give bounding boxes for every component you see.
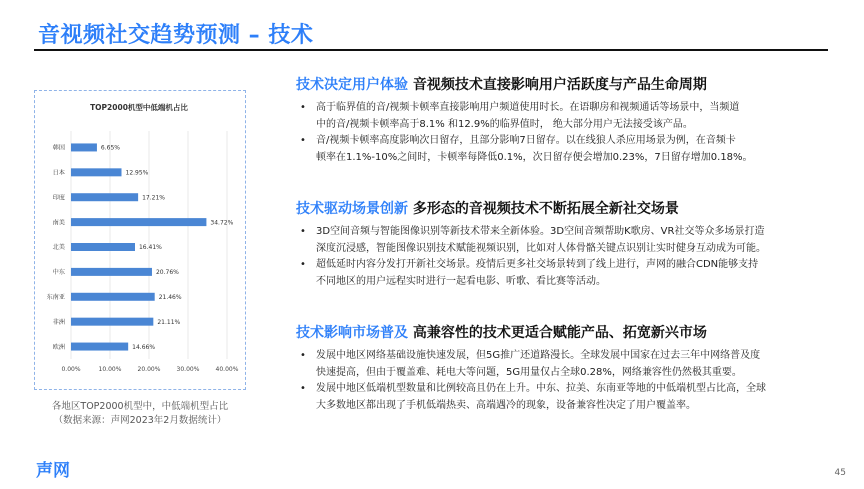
category-label: 印度 (52, 194, 65, 202)
section-highlight: 技术决定用户体验 (296, 77, 408, 93)
bar (71, 268, 152, 276)
bar (71, 143, 97, 151)
section-heading (296, 74, 836, 94)
x-tick-label: 30.00% (176, 366, 200, 373)
chart-caption-line1: 各地区TOP2000机型中，中低端机型占比 (51, 401, 229, 412)
category-label: 欧洲 (52, 343, 65, 351)
chart-caption (40, 400, 240, 428)
category-label: 中东 (52, 269, 65, 277)
data-label: 14.66% (132, 343, 156, 351)
page-title: 音视频社交趋势预测 – 技术 (38, 23, 314, 48)
category-label: 北美 (52, 244, 65, 252)
brand-logo: 声网 (36, 461, 70, 481)
x-tick-label: 0.00% (61, 366, 81, 373)
bullet-list (296, 100, 836, 166)
bar (71, 343, 128, 351)
section-title: 音视频技术直接影响用户活跃度与产品生命周期 (412, 77, 707, 93)
category-label: 日本 (52, 169, 65, 177)
x-tick-label: 10.00% (98, 366, 122, 373)
bullet-item: • 超低延时内容分发打开新社交场景。疫情后更多社交场景转到了线上进行，声网的融合CDN能够支持 不同地区的用户远程实时进行一起看电影、听歌、看比赛等活动。 (296, 257, 836, 290)
section-heading (296, 322, 836, 342)
chart-title: TOP2000机型中低端机占比 (90, 103, 188, 112)
bar (71, 218, 206, 226)
chart-container (34, 90, 246, 390)
section-title: 多形态的音视频技术不断拓展全新社交场景 (412, 201, 679, 217)
bar (71, 293, 155, 301)
data-label: 34.72% (210, 219, 234, 227)
bullet-item: • 高于临界值的音/视频卡顿率直接影响用户频道使用时长。在语聊房和视频通话等场景中，当频道 中的音/视频卡顿率高于8.1% 和12.9%的临界值时， 绝大部分用户无法接受该产品。 (296, 100, 836, 133)
x-tick-label: 40.00% (215, 366, 239, 373)
category-label: 非洲 (52, 318, 65, 326)
bullet-item: • 发展中地区网络基础设施快速发展，但5G推广还道路漫长。全球发展中国家在过去三年中网络普及度 快速提高，但由于覆盖难、耗电大等问题，5G用量仅占全球0.28%，网络兼容性仍然极其重要。 (296, 348, 836, 381)
bar (71, 193, 138, 201)
data-label: 21.11% (157, 318, 181, 326)
data-label: 16.41% (138, 244, 162, 252)
category-label: 南美 (52, 219, 65, 227)
page-number: 45 (834, 468, 846, 478)
data-label: 20.76% (155, 269, 179, 277)
x-tick-label: 20.00% (137, 366, 161, 373)
bullet-list (296, 348, 836, 414)
section-highlight: 技术影响市场普及 (296, 325, 408, 341)
section-scene-innovation (296, 198, 836, 290)
title-divider (34, 49, 828, 51)
category-label: 韩国 (52, 144, 65, 152)
section-user-experience (296, 74, 836, 166)
data-label: 12.95% (125, 169, 149, 177)
section-title: 高兼容性的技术更适合赋能产品、拓宽新兴市场 (412, 325, 707, 341)
section-heading (296, 198, 836, 218)
bar (71, 318, 153, 326)
bullet-item: • 音/视频卡顿率高度影响次日留存，且部分影响7日留存。以在线狼人杀应用场景为例，在音频卡 顿率在1.1%-10%之间时，卡顿率每降低0.1%，次日留存便会增加0.23%，7日留存增加0.18%。 (296, 133, 836, 166)
bullet-item: • 发展中地区低端机型数量和比例较高且仍在上升。中东、拉美、东南亚等地的中低端机型占比高，全球 大多数地区都出现了手机低端热卖、高端遇冷的现象，设备兼容性决定了用户覆盖率。 (296, 381, 836, 414)
bar (71, 243, 135, 251)
section-market-adoption (296, 322, 836, 414)
section-highlight: 技术驱动场景创新 (296, 201, 408, 217)
bar (71, 168, 122, 176)
data-label: 21.46% (158, 293, 182, 301)
data-label: 6.65% (100, 144, 120, 152)
bullet-item: • 3D空间音频与智能图像识别等新技术带来全新体验。3D空间音频帮助K歌房、VR社交等众多场景打造 深度沉浸感，智能图像识别技术赋能视频识别，比如对人体骨骼关键点识别让实时健身互动成为可能。 (296, 224, 836, 257)
category-label: 东南亚 (46, 293, 65, 301)
bullet-list (296, 224, 836, 290)
bar-chart (35, 91, 244, 388)
chart-caption-line2: （数据来源：声网2023年2月数据统计） (53, 415, 227, 426)
data-label: 17.21% (142, 194, 166, 202)
